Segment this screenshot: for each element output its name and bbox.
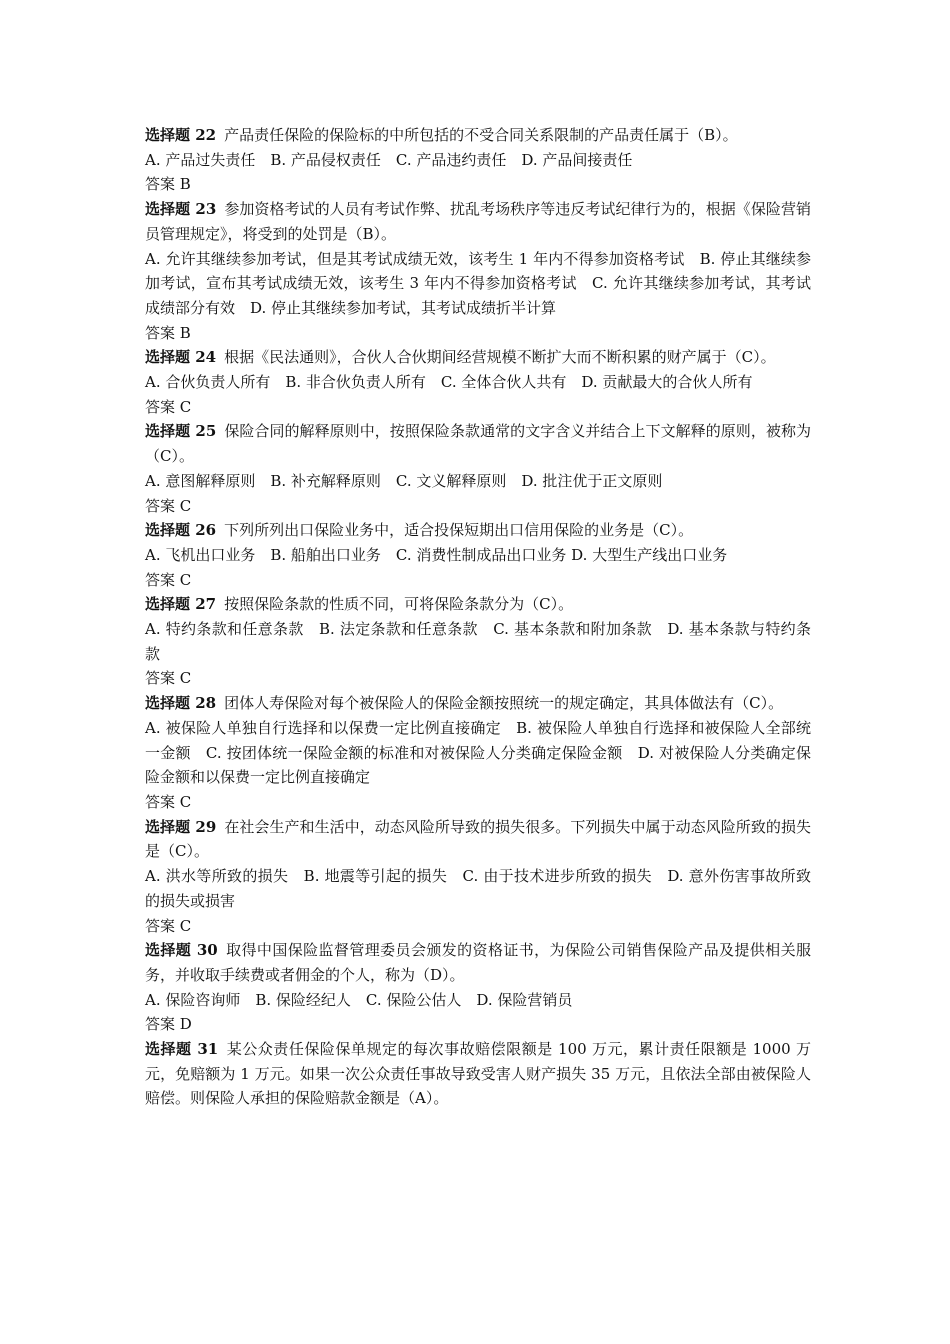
question-text: 产品责任保险的保险标的中所包括的不受合同关系限制的产品责任属于（B）。 (224, 126, 738, 144)
question-block (145, 197, 811, 345)
question-answer: 答案 C (145, 792, 192, 811)
question-number: 选择题 25 (145, 422, 217, 441)
question-answer: 答案 C (145, 669, 192, 688)
question-block (145, 123, 811, 197)
question-options: A. 洪水等所致的损失 B. 地震等引起的损失 C. 由于技术进步所致的损失 D. 意外伤害事故所致的损失或损害 (145, 867, 811, 910)
question-block (145, 419, 811, 518)
question-number: 选择题 31 (145, 1040, 219, 1059)
question-stem (145, 123, 811, 148)
question-options: A. 允许其继续参加考试，但是其考试成绩无效，该考生 1 年内不得参加资格考试 B. 停止其继续参加考试，宣布其考试成绩无效，该考生 3 年内不得参加资格考试 C. 允许其继续参加考试，其考试成绩部分有效 D. 停止其继续参加考试，其考试成绩折半计算 (145, 249, 811, 317)
question-answer: 答案 C (145, 496, 192, 515)
question-text: 参加资格考试的人员有考试作弊、扰乱考场秩序等违反考试纪律行为的，根据《保险营销员管理规定》，将受到的处罚是（B）。 (145, 200, 811, 243)
document-page (145, 123, 811, 1111)
question-stem (145, 1037, 811, 1111)
question-text: 团体人寿保险对每个被保险人的保险金额按照统一的规定确定，其具体做法有（C）。 (224, 694, 784, 713)
question-stem (145, 345, 811, 370)
question-options: A. 飞机出口业务 B. 船舶出口业务 C. 消费性制成品出口业务 D. 大型生产线出口业务 (145, 545, 728, 564)
question-stem (145, 815, 811, 864)
question-number: 选择题 22 (145, 126, 217, 144)
question-options: A. 特约条款和任意条款 B. 法定条款和任意条款 C. 基本条款和附加条款 D. 基本条款与特约条款 (145, 620, 811, 663)
question-options: A. 保险咨询师 B. 保险经纪人 C. 保险公估人 D. 保险营销员 (145, 990, 573, 1009)
question-block (145, 345, 811, 419)
question-text: 按照保险条款的性质不同，可将保险条款分为（C）。 (224, 595, 574, 614)
question-answer: 答案 C (145, 570, 192, 589)
question-block (145, 815, 811, 939)
question-answer: 答案 B (145, 323, 191, 342)
question-number: 选择题 23 (145, 200, 217, 219)
question-number: 选择题 28 (145, 694, 217, 713)
question-number: 选择题 26 (145, 521, 217, 540)
question-block (145, 691, 811, 815)
question-text: 取得中国保险监督管理委员会颁发的资格证书，为保险公司销售保险产品及提供相关服务，并收取手续费或者佣金的个人，称为（D）。 (145, 941, 811, 984)
question-text: 根据《民法通则》，合伙人合伙期间经营规模不断扩大而不断积累的财产属于（C）。 (224, 348, 776, 367)
question-block (145, 592, 811, 691)
question-options: A. 产品过失责任 B. 产品侵权责任 C. 产品违约责任 D. 产品间接责任 (145, 150, 633, 169)
question-text: 在社会生产和生活中，动态风险所导致的损失很多。下列损失中属于动态风险所致的损失是（C）。 (145, 817, 811, 861)
question-stem (145, 197, 811, 246)
question-answer: 答案 D (145, 1015, 192, 1034)
question-answer: 答案 B (145, 175, 191, 194)
question-block (145, 518, 811, 592)
question-options: A. 被保险人单独自行选择和以保费一定比例直接确定 B. 被保险人单独自行选择和被保险人全部统一金额 C. 按团体统一保险金额的标准和对被保险人分类确定保险金额 D. 对被保险人分类确定保险金额和以保费一定比例直接确定 (145, 718, 811, 787)
question-options: A. 合伙负责人所有 B. 非合伙负责人所有 C. 全体合伙人共有 D. 贡献最大的合伙人所有 (145, 373, 753, 392)
question-stem (145, 592, 811, 617)
question-block (145, 938, 811, 1037)
question-stem (145, 938, 811, 987)
question-number: 选择题 24 (145, 348, 217, 367)
question-stem (145, 691, 811, 716)
question-text: 下列所列出口保险业务中，适合投保短期出口信用保险的业务是（C）。 (224, 521, 694, 540)
question-answer: 答案 C (145, 916, 192, 935)
question-number: 选择题 29 (145, 817, 217, 836)
question-stem (145, 518, 811, 543)
question-block (145, 1037, 811, 1111)
question-number: 选择题 30 (145, 941, 218, 960)
question-stem (145, 419, 811, 468)
question-text: 某公众责任保险保单规定的每次事故赔偿限额是 100 万元，累计责任限额是 1000 万元，免赔额为 1 万元。如果一次公众责任事故导致受害人财产损失 35 万元，且依法全部由被保险人赔偿。则保险人承担的保险赔款金额是（A）。 (145, 1040, 811, 1108)
question-number: 选择题 27 (145, 595, 217, 614)
question-text: 保险合同的解释原则中，按照保险条款通常的文字含义并结合上下文解释的原则，被称为（C）。 (145, 422, 811, 466)
question-options: A. 意图解释原则 B. 补充解释原则 C. 文义解释原则 D. 批注优于正文原则 (145, 471, 663, 490)
question-answer: 答案 C (145, 397, 192, 416)
